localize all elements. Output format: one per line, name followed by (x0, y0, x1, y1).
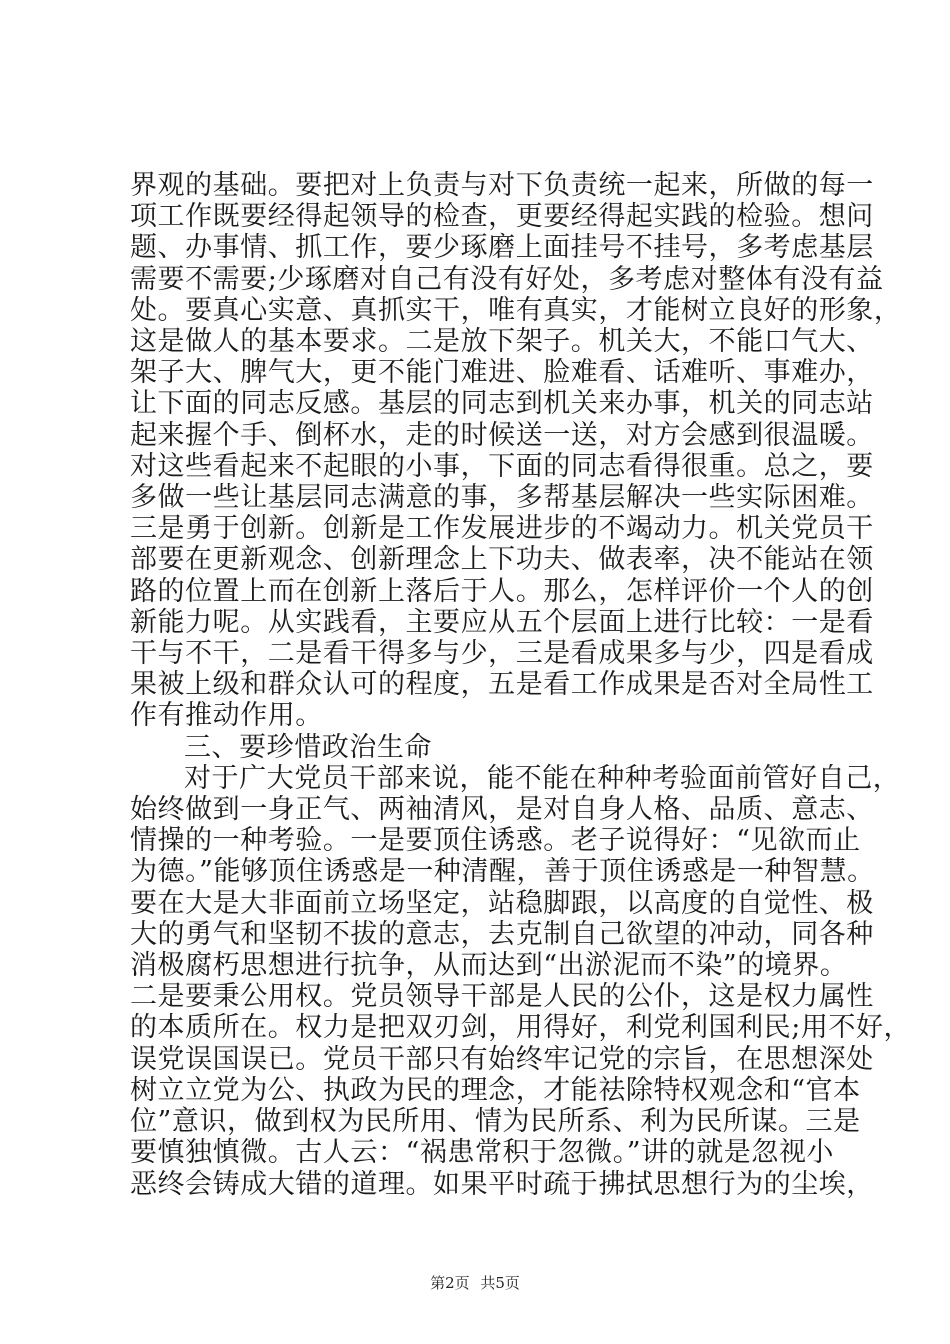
body-line-5: 处。要真心实意、真抓实干，唯有真实，才能树立良好的形象， (130, 294, 902, 326)
body-line-7: 架子大、脾气大，更不能门难进、脸难看、话难听、事难办， (130, 357, 874, 389)
paragraph2-line-10: 误党误国误已。党员干部只有始终牢记党的宗旨，在思想深处 (130, 1043, 874, 1075)
body-line-8: 让下面的同志反感。基层的同志到机关来办事，机关的同志站 (130, 388, 874, 420)
page-footer (0, 1272, 950, 1293)
document-body (130, 170, 912, 1200)
paragraph2-line-4: 为德。”能够顶住诱惑是一种清醒，善于顶住诱惑是一种智慧。 (130, 856, 875, 888)
paragraph2-line-5: 要在大是大非面前立场坚定，站稳脚跟，以高度的自觉性、极 (130, 887, 874, 919)
body-line-10: 对这些看起来不起眼的小事，下面的同志看得很重。总之，要 (130, 450, 874, 482)
body-line-15: 新能力呢。从实践看，主要应从五个层面上进行比较：一是看 (130, 606, 874, 638)
page-number: 第2页 (430, 1274, 470, 1292)
body-line-11: 多做一些让基层同志满意的事，多帮基层解决一些实际困难。 (130, 482, 874, 514)
body-line-3: 题、办事情、抓工作，要少琢磨上面挂号不挂号，多考虑基层 (130, 232, 874, 264)
body-line-16: 干与不干，二是看干得多与少，三是看成果多与少，四是看成 (130, 638, 874, 670)
paragraph2-line-14: 恶终会铸成大错的道理。如果平时疏于拂拭思想行为的尘埃， (130, 1168, 874, 1200)
body-line-9: 起来握个手、倒杯水，走的时候送一送，对方会感到很温暖。 (130, 419, 874, 451)
paragraph2-line-11: 树立立党为公、执政为民的理念，才能祛除特权观念和“官本 (130, 1074, 861, 1106)
body-line-18: 作有推动作用。 (130, 700, 323, 732)
section-heading: 三、要珍惜政治生命 (184, 731, 432, 763)
body-line-13: 部要在更新观念、创新理念上下功夫、做表率，决不能站在领 (130, 544, 874, 576)
body-line-14: 路的位置上而在创新上落后于人。那么，怎样评价一个人的创 (130, 575, 874, 607)
paragraph2-line-13: 要慎独慎微。古人云：“祸患常积于忽微。”讲的就是忽视小 (130, 1137, 834, 1169)
body-line-4: 需要不需要;少琢磨对自己有没有好处，多考虑对整体有没有益 (130, 263, 884, 295)
paragraph2-line-1: 对于广大党员干部来说，能不能在种种考验面前管好自己， (184, 762, 901, 794)
paragraph2-line-7: 消极腐朽思想进行抗争，从而达到“出淤泥而不染”的境界。 (130, 950, 848, 982)
body-line-1: 界观的基础。要把对上负责与对下负责统一起来，所做的每一 (130, 170, 874, 201)
paragraph2-line-6: 大的勇气和坚韧不拔的意志，去克制自己欲望的冲动，同各种 (130, 918, 874, 950)
body-line-12: 三是勇于创新。创新是工作发展进步的不竭动力。机关党员干 (130, 513, 874, 545)
body-line-17: 果被上级和群众认可的程度，五是看工作成果是否对全局性工 (130, 669, 874, 701)
paragraph2-line-8: 二是要秉公用权。党员领导干部是人民的公仆，这是权力属性 (130, 981, 874, 1013)
paragraph2-line-9: 的本质所在。权力是把双刃剑，用得好，利党利国利民;用不好， (130, 1012, 912, 1044)
paragraph2-line-3: 情操的一种考验。一是要顶住诱惑。老子说得好：“见欲而止 (130, 825, 861, 857)
page-total: 共5页 (480, 1274, 520, 1292)
body-line-2: 项工作既要经得起领导的检查，更要经得起实践的检验。想问 (130, 201, 874, 233)
paragraph2-line-12: 位”意识，做到权为民所用、情为民所系、利为民所谋。三是 (130, 1106, 861, 1138)
body-line-6: 这是做人的基本要求。二是放下架子。机关大，不能口气大、 (130, 326, 874, 358)
paragraph2-line-2: 始终做到一身正气、两袖清风，是对自身人格、品质、意志、 (130, 794, 874, 826)
